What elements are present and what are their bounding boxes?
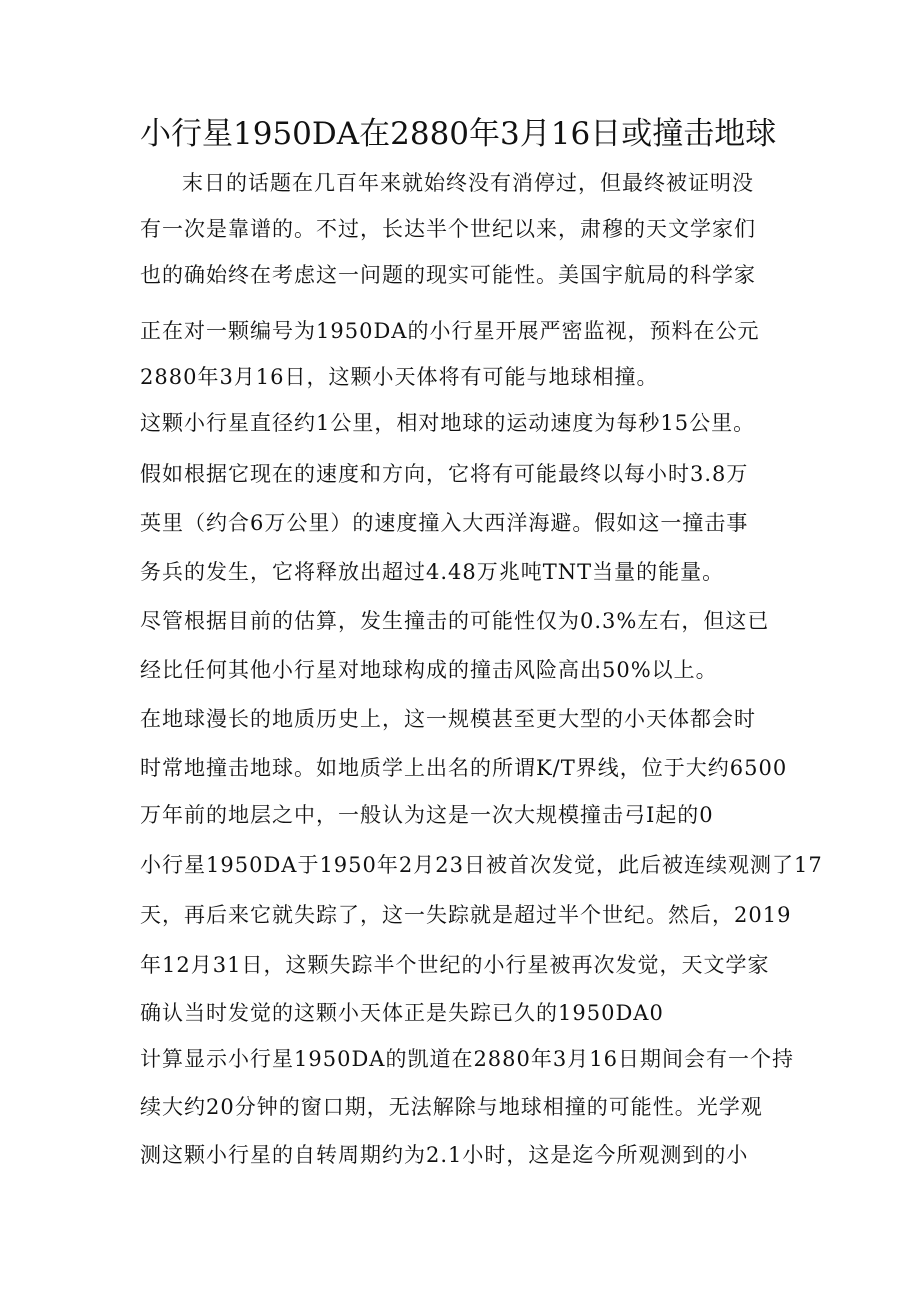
paragraph-line: 这颗小行星直径约1公里，相对地球的运动速度为每秒15公里。 bbox=[140, 411, 756, 435]
paragraph-line: 正在对一颗编号为1950DA的小行星开展严密监视，预料在公元 bbox=[140, 319, 760, 343]
paragraph-line: 年12月31日，这颗失踪半个世纪的小行星被再次发觉，天文学家 bbox=[140, 953, 770, 977]
paragraph-line: 尽管根据目前的估算，发生撞击的可能性仅为0.3%左右，但这已 bbox=[140, 609, 770, 633]
paragraph-line: 英里（约合6万公里）的速度撞入大西洋海避。假如这一撞击事 bbox=[140, 511, 749, 535]
paragraph-line: 也的确始终在考虑这一问题的现实可能性。美国宇航局的科学家 bbox=[140, 263, 756, 287]
document-title: 小行星1950DA在2880年3月16日或撞击地球 bbox=[140, 116, 777, 152]
paragraph-line: 在地球漫长的地质历史上，这一规模甚至更大型的小天体都会时 bbox=[140, 707, 756, 731]
paragraph-line: 假如根据它现在的速度和方向，它将有可能最终以每小时3.8万 bbox=[140, 462, 749, 486]
paragraph-line: 天，再后来它就失踪了，这一失踪就是超过半个世纪。然后，2019 bbox=[140, 903, 792, 927]
paragraph-line: 测这颗小行星的自转周期约为2.1小时，这是迄今所观测到的小 bbox=[140, 1143, 749, 1167]
paragraph-line: 末日的话题在几百年来就始终没有消停过，但最终被证明没 bbox=[182, 171, 754, 195]
paragraph-line: 计算显示小行星1950DA的凯道在2880年3月16日期间会有一个持 bbox=[140, 1047, 794, 1071]
paragraph-line: 2880年3月16日，这颗小天体将有可能与地球相撞。 bbox=[140, 365, 659, 389]
paragraph-line: 经比任何其他小行星对地球构成的撞击风险高出50%以上。 bbox=[140, 658, 718, 682]
paragraph-line: 务兵的发生，它将释放出超过4.48万兆吨TNT当量的能量。 bbox=[140, 560, 725, 584]
paragraph-line: 有一次是靠谱的。不过，长达半个世纪以来，肃穆的天文学家们 bbox=[140, 217, 756, 241]
paragraph-line: 确认当时发觉的这颗小天体正是失踪已久的1950DA0 bbox=[140, 1001, 664, 1025]
paragraph-line: 续大约20分钟的窗口期，无法解除与地球相撞的可能性。光学观 bbox=[140, 1095, 763, 1119]
paragraph-line: 小行星1950DA于1950年2月23日被首次发觉，此后被连续观测了17 bbox=[140, 853, 823, 877]
paragraph-line: 万年前的地层之中，一般认为这是一次大规模撞击弓I起的0 bbox=[140, 803, 714, 827]
paragraph-line: 时常地撞击地球。如地质学上出名的所谓K/T界线，位于大约6500 bbox=[140, 756, 788, 780]
